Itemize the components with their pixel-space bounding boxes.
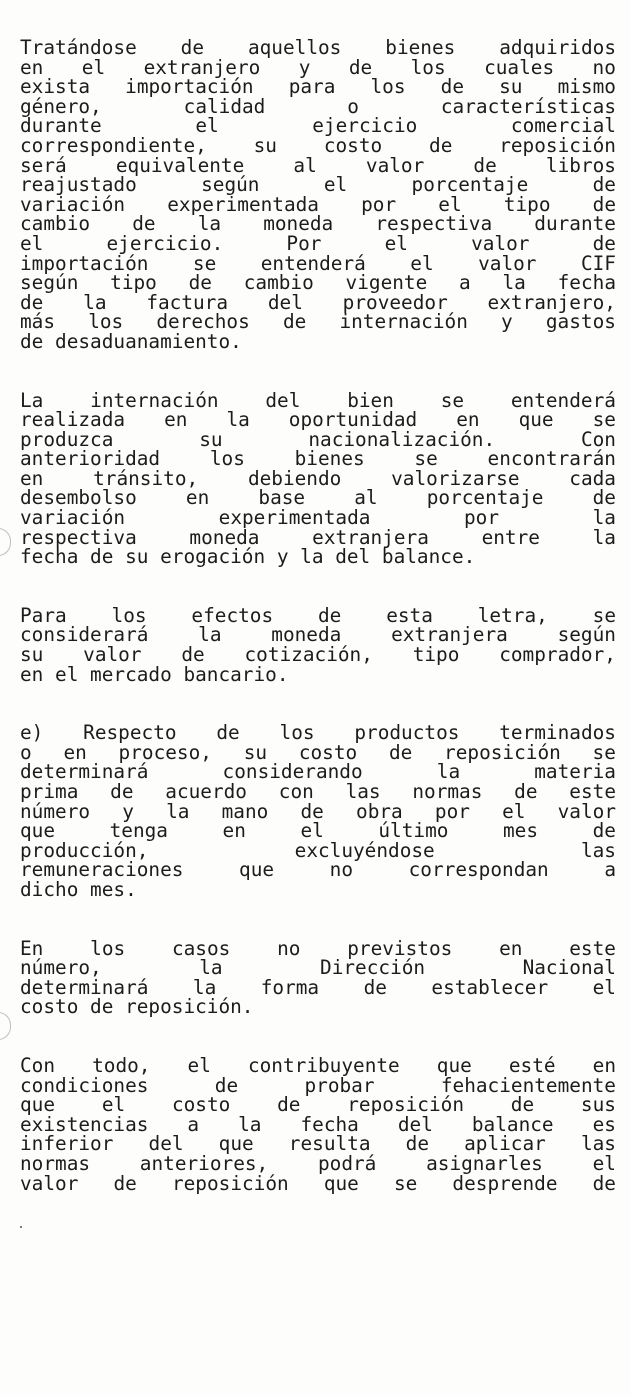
text-line: número, la Dirección Nacional: [20, 956, 616, 980]
text-line: fecha de su erogación y la del balance.: [20, 545, 476, 569]
text-line: e) Respecto de los productos terminados: [20, 721, 616, 745]
text-line: producción, excluyéndose las: [20, 838, 616, 862]
text-line: su valor de cotización, tipo comprador,: [20, 643, 616, 667]
text-line: inferior del que resulta de aplicar las: [20, 1132, 616, 1156]
paragraph: [20, 388, 616, 569]
text-line: prima de acuerdo con las normas de este: [20, 780, 616, 803]
text-line: variación experimentada por la: [20, 506, 616, 530]
text-line: determinará la forma de establecer el: [20, 975, 616, 999]
text-line: reajustado según el porcentaje de: [20, 173, 616, 197]
text-line: correspondiente, su costo de reposición: [20, 133, 616, 157]
text-line: que tenga en el último mes de: [20, 819, 616, 843]
text-line: valor de reposición que se desprende de: [20, 1171, 616, 1195]
text-line: en el extranjero y de los cuales no: [20, 55, 616, 79]
text-line: existencias a la fecha del balance es: [20, 1112, 616, 1136]
text-line: cambio de la moneda respectiva durante: [20, 212, 616, 236]
text-line: realizada en la oportunidad en que se: [20, 408, 616, 432]
punch-hole-mark: [0, 528, 11, 556]
text-line: Con todo, el contribuyente que esté en: [20, 1053, 616, 1077]
text-line: anterioridad los bienes se encontrarán: [20, 447, 616, 471]
text-line: remuneraciones que no correspondan a: [20, 858, 616, 882]
scan-speck: [20, 1226, 22, 1228]
text-line: La internación del bien se entenderá: [20, 388, 616, 412]
text-line: considerará la moneda extranjera según: [20, 623, 616, 647]
paragraph: [20, 38, 616, 352]
document-body: [20, 38, 616, 1193]
text-line: en el mercado bancario.: [20, 662, 289, 686]
text-line: durante el ejercicio comercial: [20, 114, 616, 138]
text-line: más los derechos de internación y gastos: [20, 310, 616, 334]
text-line: condiciones de probar fehacientemente: [20, 1073, 616, 1097]
paragraph: [20, 1053, 616, 1195]
text-line: de la factura del proveedor extranjero,: [20, 290, 616, 314]
punch-hole-mark: [0, 1012, 11, 1040]
text-line: de desaduanamiento.: [20, 329, 242, 353]
paragraph: [20, 603, 616, 686]
text-line: respectiva moneda extranjera entre la: [20, 525, 616, 549]
text-line: costo de reposición.: [20, 995, 254, 1019]
text-line: el ejercicio. Por el valor de: [20, 231, 616, 255]
text-line: género, calidad o características: [20, 94, 616, 118]
text-line: variación experimentada por el tipo de: [20, 192, 616, 216]
text-line: en tránsito, debiendo valorizarse cada: [20, 466, 616, 490]
text-line: En los casos no previstos en este: [20, 936, 616, 960]
text-line: según tipo de cambio vigente a la fecha: [20, 271, 616, 295]
text-line: produzca su nacionalización. Con: [20, 427, 616, 451]
text-line: o en proceso, su costo de reposición se: [20, 740, 616, 764]
text-line: que el costo de reposición de sus: [20, 1093, 616, 1117]
paragraph: [20, 723, 616, 899]
text-line: Tratándose de aquellos bienes adquiridos: [20, 36, 616, 59]
text-line: importación se entenderá el valor CIF: [20, 251, 616, 275]
text-line: normas anteriores, podrá asignarles el: [20, 1151, 616, 1175]
text-line: Para los efectos de esta letra, se: [20, 603, 616, 627]
text-line: exista importación para los de su mismo: [20, 75, 616, 99]
paragraph: [20, 936, 616, 1019]
text-line: determinará considerando la materia: [20, 760, 616, 784]
text-line: dicho mes.: [20, 877, 137, 901]
text-line: número y la mano de obra por el valor: [20, 799, 616, 823]
text-line: será equivalente al valor de libros: [20, 153, 616, 177]
text-line: desembolso en base al porcentaje de: [20, 486, 616, 510]
